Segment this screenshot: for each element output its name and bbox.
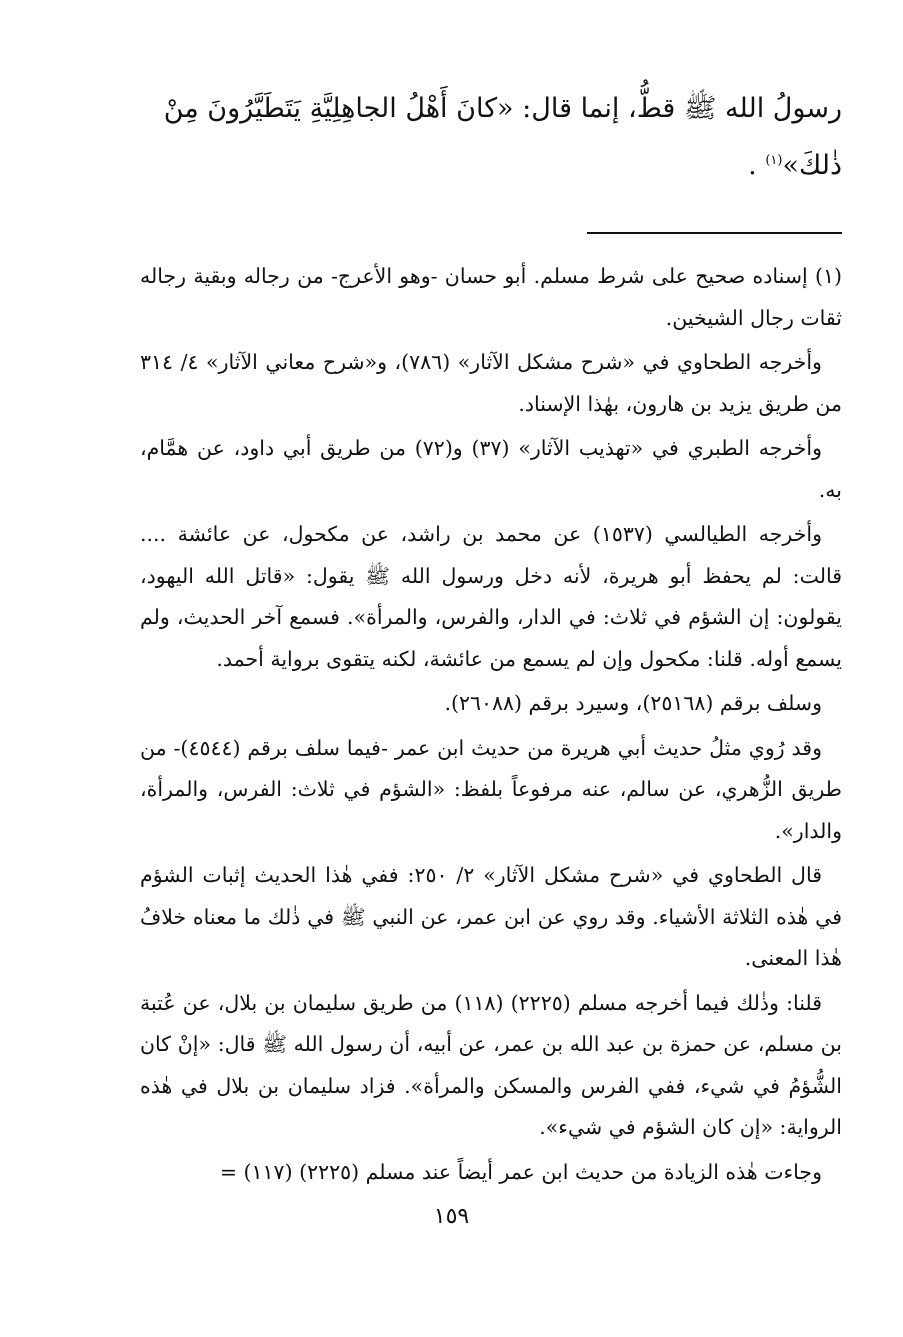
footnote-paragraph: وأخرجه الطبري في «تهذيب الآثار» (٣٧) و(٧٢) من طريق أبي داود، عن همَّام، به. bbox=[140, 436, 842, 502]
main-text-line-1: رسولُ الله ﷺ قطُّ، إنما قال: «كانَ أَهْلُ الجاهِلِيَّةِ يَتَطَيَّرُونَ مِنْ bbox=[163, 93, 842, 124]
footnote-separator bbox=[587, 232, 842, 234]
page-number: ١٥٩ bbox=[433, 1204, 470, 1229]
footnote-paragraph: وأخرجه الطحاوي في «شرح مشكل الآثار» (٧٨٦)، و«شرح معاني الآثار» ٤/ ٣١٤ من طريق يزيد بن هارون، بهٰذا الإسناد. bbox=[140, 350, 842, 416]
main-text-line bbox=[140, 80, 842, 137]
footnotes bbox=[140, 256, 842, 1196]
footnote-paragraph: قال الطحاوي في «شرح مشكل الآثار» ٢/ ٢٥٠: ففي هٰذا الحديث إثبات الشؤم في هٰذه الثلاثة الأشياء. وقد روي عن ابن عمر، عن النبي ﷺ في ذٰلك ما معناه خلافُ هٰذا المعنى. bbox=[140, 863, 842, 970]
footnote-paragraph: قلنا: وذٰلك فيما أخرجه مسلم (٢٢٢٥) (١١٨) من طريق سليمان بن بلال، عن عُتبة بن مسلم، عن حمزة بن عبد الله بن عمر، عن أبيه، أن رسول الله ﷺ قال: «إنْ كان الشُّؤمُ في شيء، ففي الفرس والمسكن والمرأة». فزاد سليمان بن بلال في هٰذه الرواية: «إن كان الشؤم في شيء». bbox=[140, 990, 842, 1139]
footnote-paragraph: (١) إسناده صحيح على شرط مسلم. أبو حسان -وهو الأعرج- من رجاله وبقية رجاله ثقات رجال الشيخين. bbox=[140, 264, 842, 330]
main-text bbox=[140, 80, 842, 194]
footnote-paragraph: وقد رُوي مثلُ حديث أبي هريرة من حديث ابن عمر -فيما سلف برقم (٤٥٤٤)- من طريق الزُّهري، عن سالم، عنه مرفوعاً بلفظ: «الشؤم في ثلاث: الفرس، والمرأة، والدار». bbox=[140, 735, 842, 843]
footnote-paragraph: وسلف برقم (٢٥١٦٨)، وسيرد برقم (٢٦٠٨٨). bbox=[444, 691, 822, 715]
footnote-paragraph: وجاءت هٰذه الزيادة من حديث ابن عمر أيضاً عند مسلم (٢٢٢٥) (١١٧) = bbox=[219, 1159, 822, 1184]
footnote-ref: (١) bbox=[765, 153, 783, 168]
main-text-end: . bbox=[748, 150, 757, 181]
footnote-paragraph: وأخرجه الطيالسي (١٥٣٧) عن محمد بن راشد، عن مكحول، عن عائشة .... قالت: لم يحفظ أبو هريرة، لأنه دخل ورسول الله ﷺ يقول: «قاتل الله اليهود، يقولون: إن الشؤم في ثلاث: في الدار، والفرس، والمرأة». فسمع آخر الحديث، ولم يسمع أوله. قلنا: مكحول وإن لم يسمع من عائشة، لكنه يتقوى برواية أحمد. bbox=[140, 522, 842, 671]
main-text-line-2: ذٰلكَ» bbox=[782, 150, 842, 181]
main-text-line bbox=[140, 137, 842, 194]
